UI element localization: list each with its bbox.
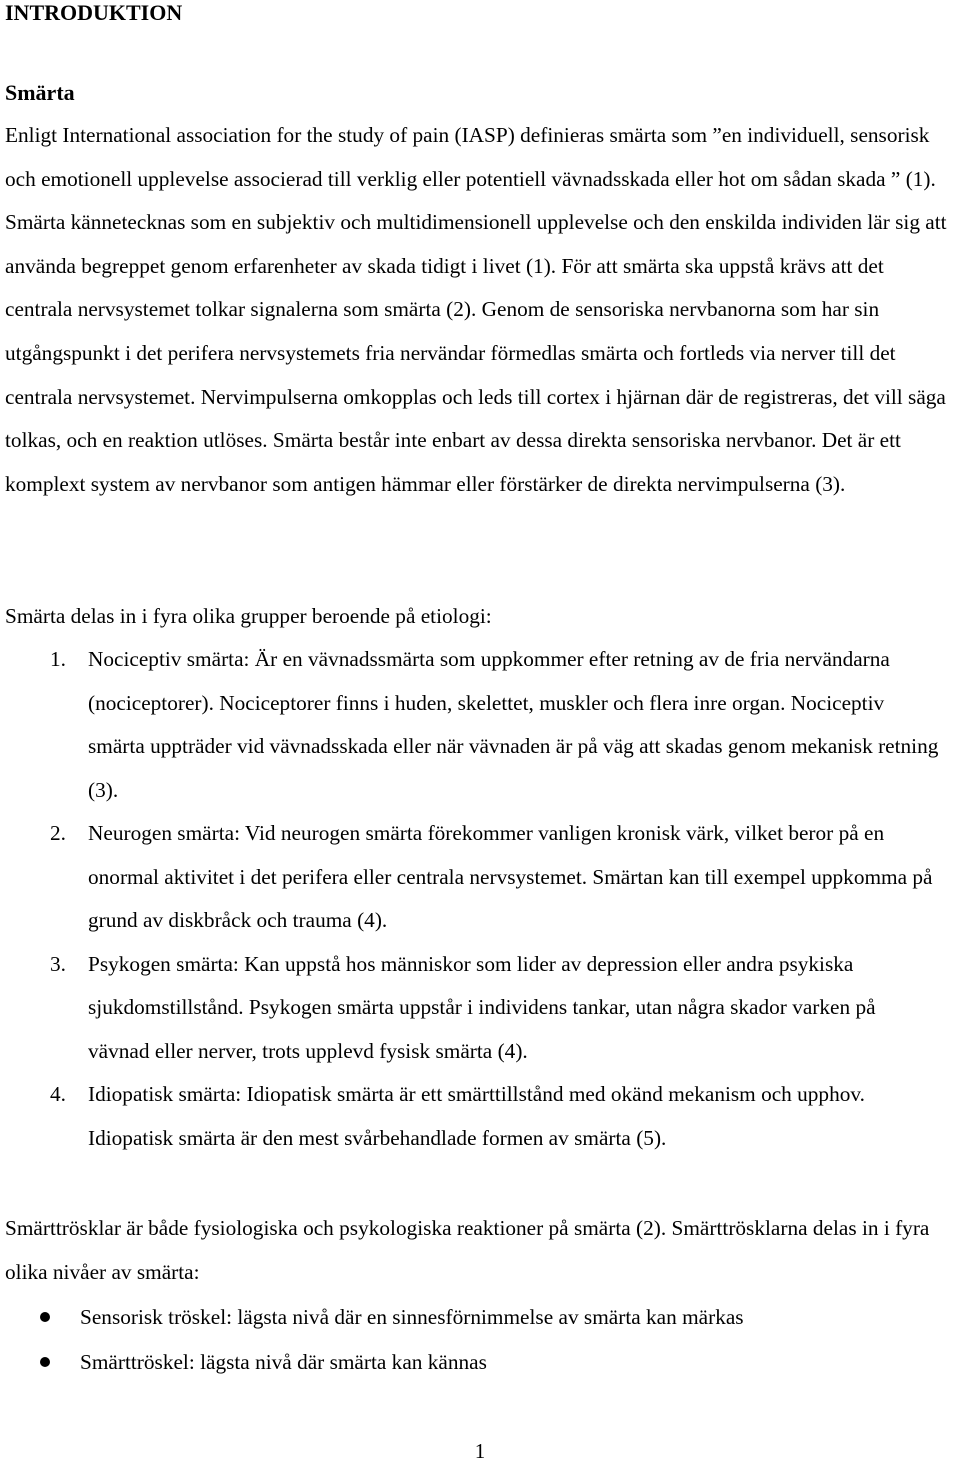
list-item (0, 943, 940, 1074)
list-item-text: Psykogen smärta: Kan uppstå hos människor som lider av depression eller andra psykiska sjukdomstillstånd. Psykogen smärta uppstår i individens tankar, utan några skador varken på vävnad eller nerver, trots upplevd fysisk smärta (4). (88, 951, 876, 1063)
paragraph-pain-groups-intro: Smärta delas in i fyra olika grupper beroende på etiologi: (5, 604, 492, 628)
bullet-icon (40, 1357, 50, 1367)
paragraph-pain-definition: Enligt International association for the study of pain (IASP) definieras smärta som ”en individuell, sensorisk och emotionell upplevelse associerad till verklig eller potentiell vävnadsskada eller hot om sådan skada ” (1). Smärta kännetecknas som en subjektiv och multidimensionell upplevelse och den enskilda individen lär sig att använda begreppet genom erfarenheter av skada tidigt i livet (1). För att smärta ska uppstå krävs att det centrala nervsystemet tolkar signalerna som smärta (2). Genom de sensoriska nervbanorna som har sin utgångspunkt i det perifera nervsystemets fria nervändar förmedlas smärta och fortleds via nerver till det centrala nervsystemet. Nervimpulserna omkopplas och leds till cortex i hjärnan där de registreras, det vill säga tolkas, och en reaktion utlöses. Smärta består inte enbart av dessa direkta sensoriska nervbanor. Det är ett komplext system av nervbanor som antigen hämmar eller förstärker de direkta nervimpulserna (3). (5, 123, 947, 496)
list-item-text: Idiopatisk smärta: Idiopatisk smärta är ett smärttillstånd med okänd mekanism och upphov. Idiopatisk smärta är den mest svårbehandlade formen av smärta (5). (88, 1082, 865, 1150)
list-item-number: 4. (50, 1082, 66, 1106)
subsection-heading: Smärta (5, 80, 75, 105)
bullet-item (0, 1340, 960, 1385)
page-number: 1 (474, 1439, 486, 1463)
section-heading: INTRODUKTION (5, 0, 183, 25)
list-item (0, 812, 940, 943)
paragraph-pain-thresholds: Smärttrösklar är både fysiologiska och psykologiska reaktioner på smärta (2). Smärttrösklarna delas in i fyra olika nivåer av smärta: (5, 1216, 930, 1284)
list-item (0, 638, 940, 812)
bullet-icon (40, 1312, 50, 1322)
list-item-text: Neurogen smärta: Vid neurogen smärta förekommer vanligen kronisk värk, vilket beror på en onormal aktivitet i det perifera eller centrala nervsystemet. Smärtan kan till exempel uppkomma på grund av diskbråck och trauma (4). (88, 821, 933, 932)
list-item-number: 1. (50, 647, 66, 671)
bullet-item (0, 1295, 960, 1340)
bullet-item-text: Smärttröskel: lägsta nivå där smärta kan kännas (80, 1349, 487, 1374)
list-item-number: 3. (50, 951, 66, 976)
list-item (0, 1073, 940, 1160)
pain-types-list (0, 638, 960, 1160)
threshold-bullet-list (0, 1295, 960, 1384)
list-item-number: 2. (50, 821, 66, 845)
bullet-item-text: Sensorisk tröskel: lägsta nivå där en sinnesförnimmelse av smärta kan märkas (80, 1305, 744, 1329)
list-item-text: Nociceptiv smärta: Är en vävnadssmärta som uppkommer efter retning av de fria nervändarna (nociceptorer). Nociceptorer finns i huden, skelettet, muskler och flera inre organ. Nociceptiv smärta uppträder vid vävnadsskada eller när vävnaden är på väg att skadas genom mekanisk retning (3). (88, 647, 939, 802)
